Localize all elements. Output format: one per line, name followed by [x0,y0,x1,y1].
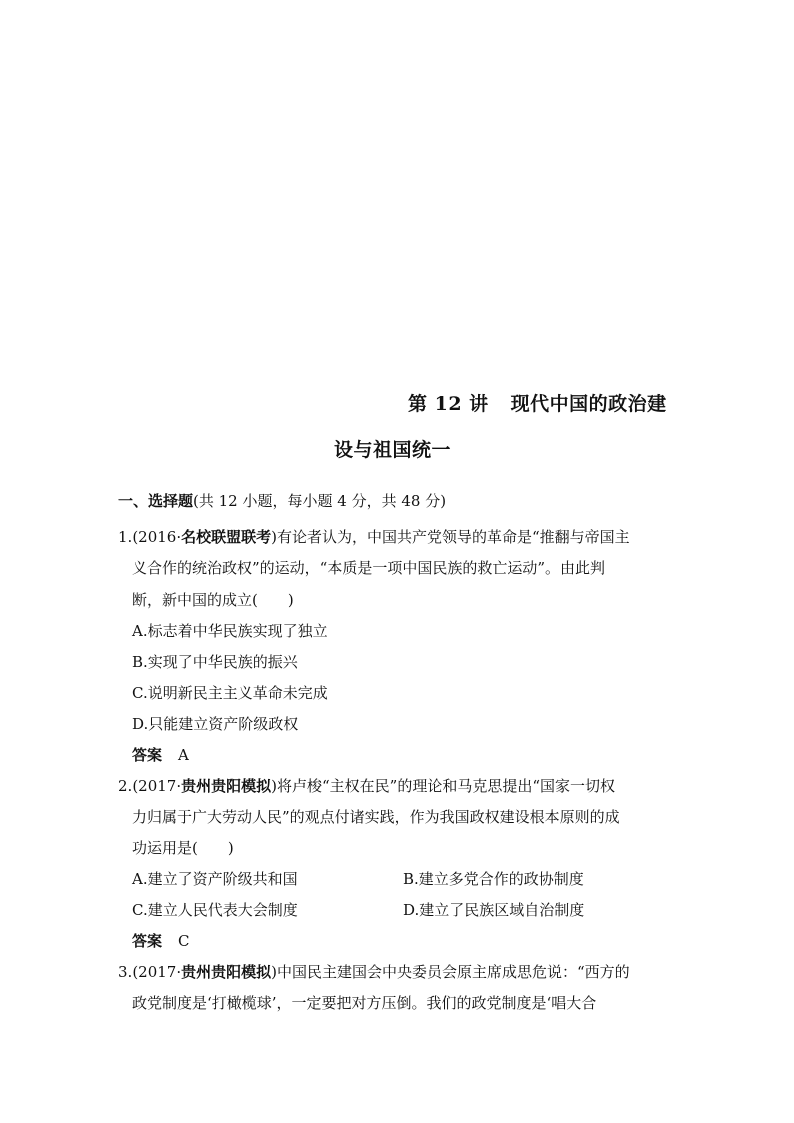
answer-value: A [178,746,189,764]
option-c: C.说明新民主主义革命未完成 [132,684,328,702]
question-3-line-2: 政党制度是‘打橄榄球’，一定要把对方压倒。我们的政党制度是‘唱大合 [132,994,597,1012]
question-source: 名校联盟联考 [181,528,272,546]
page-title-continued: 设与祖国统一 [334,439,452,461]
question-1-line-2: 义合作的统治政权”的运动，“本质是一项中国民族的救亡运动”。由此判 [132,559,606,577]
option-a: A.标志着中华民族实现了独立 [132,622,328,640]
options-row-2 [132,900,662,920]
section-description: (共 12 小题，每小题 4 分，共 48 分) [193,492,447,510]
question-3-line-1: 3.(2017·贵州贵阳模拟)中国民主建国会中央委员会原主席成思危说：“西方的 [118,963,630,981]
question-source: 贵州贵阳模拟 [181,777,272,795]
answer [132,931,190,951]
section-label: 一、选择题 [118,492,194,510]
question-2-line-3: 功运用是( ) [132,839,234,857]
lecture-number: 第 12 讲 [408,393,489,415]
option-a: A.建立了资产阶级共和国 [132,870,298,888]
answer-value: C [178,932,190,950]
question-source: 贵州贵阳模拟 [181,963,272,981]
option-c: C.建立人民代表大会制度 [132,901,298,919]
title-text-part1: 现代中国的政治建 [510,393,667,415]
answer [132,745,189,765]
question-text: 将卢梭“主权在民”的理论和马克思提出“国家一切权 [276,777,615,795]
question-text: 中国民主建国会中央委员会原主席成思危说：“西方的 [276,963,630,981]
page-title [408,389,667,416]
section-header [118,490,446,511]
option-b: B.实现了中华民族的振兴 [132,653,298,671]
option-b: B.建立多党合作的政协制度 [403,870,584,888]
question-1-line-3: 断，新中国的成立( ) [132,591,294,609]
question-number: 3. [118,963,133,981]
question-2-line-2: 力归属于广大劳动人民”的观点付诸实践，作为我国政权建设根本原则的成 [132,808,620,826]
options-row-1 [132,869,662,889]
question-number: 2. [118,777,133,795]
question-text: 有论者认为，中国共产党领导的革命是“推翻与帝国主 [276,528,630,546]
question-1-line-1: 1.(2016·名校联盟联考)有论者认为，中国共产党领导的革命是“推翻与帝国主 [118,528,630,546]
question-2-line-1: 2.(2017·贵州贵阳模拟)将卢梭“主权在民”的理论和马克思提出“国家一切权 [118,777,615,795]
question-number: 1. [118,528,133,546]
option-d: D.建立了民族区域自治制度 [403,901,585,919]
answer-label: 答案 [132,746,163,764]
option-d: D.只能建立资产阶级政权 [132,715,299,733]
answer-label: 答案 [132,932,163,950]
